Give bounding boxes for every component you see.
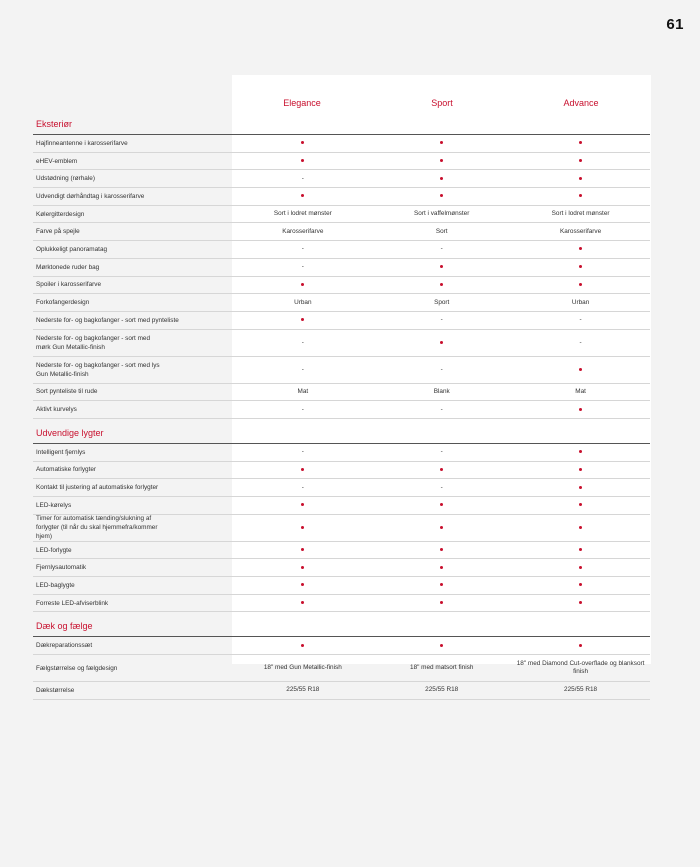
cell-not-available: - [301,365,304,373]
standard-dot-icon [301,141,304,144]
cell-standard [372,524,511,532]
standard-dot-icon [440,644,443,647]
cell-value: 225/55 R18 [425,686,459,694]
cell-standard [233,316,372,324]
table-row [33,655,650,682]
standard-dot-icon [579,141,582,144]
standard-dot-icon [579,159,582,162]
table-row [33,444,650,462]
cell-not-available: - [440,483,443,491]
table-row [33,479,650,497]
standard-dot-icon [301,283,304,286]
standard-dot-icon [579,583,582,586]
cell-not-available: - [301,263,304,271]
cell-value: Karosserifarve [559,227,602,235]
cell-standard [233,581,372,589]
standard-dot-icon [579,503,582,506]
standard-dot-icon [440,341,443,344]
cell-standard [511,564,650,572]
standard-dot-icon [579,450,582,453]
cell-value: 18" med Gun Metallic-finish [263,664,342,672]
standard-dot-icon [440,265,443,268]
standard-dot-icon [301,468,304,471]
row-label: Timer for automatisk tænding/slukning af forlygter (til når du skal hjemmefra/kommer hjem) [36,515,158,541]
standard-dot-icon [579,601,582,604]
row-label: Nederste for- og bagkofanger - sort med mørk Gun Metallic-finish [36,334,151,351]
cell-standard [372,546,511,554]
cell-standard [233,524,372,532]
column-header-sport: Sport [431,98,453,108]
spec-table [33,75,650,700]
cell-standard [372,192,511,200]
standard-dot-icon [440,177,443,180]
standard-dot-icon [579,265,582,268]
cell-value: Mat [575,387,586,395]
cell-standard [372,175,511,183]
cell-not-available: - [579,338,582,346]
cell-value: Urban [294,298,312,306]
cell-not-available: - [301,405,304,413]
standard-dot-icon [301,548,304,551]
cell-standard [511,139,650,147]
standard-dot-icon [440,601,443,604]
standard-dot-icon [579,408,582,411]
table-row [33,577,650,595]
cell-standard [511,157,650,165]
standard-dot-icon [579,468,582,471]
row-label: Kontakt til justering af automatiske forlygter [36,484,159,492]
table-row [33,595,650,613]
cell-standard [233,501,372,509]
cell-value: Mat [297,387,309,395]
standard-dot-icon [579,644,582,647]
table-row [33,357,650,384]
cell-standard [372,339,511,347]
standard-dot-icon [440,194,443,197]
row-label: Oplukkeligt panoramatag [36,245,108,253]
table-row [33,206,650,224]
cell-value: Urban [571,298,590,306]
cell-standard [511,263,650,271]
standard-dot-icon [440,141,443,144]
row-label: Nederste for- og bagkofanger - sort med lys Gun Metallic-finish [36,361,160,378]
cell-value: Sort i lodret mønster [273,210,332,218]
standard-dot-icon [440,468,443,471]
row-label: Fjernlysautomatik [36,564,87,572]
standard-dot-icon [301,601,304,604]
standard-dot-icon [301,644,304,647]
standard-dot-icon [579,526,582,529]
cell-standard [372,466,511,474]
cell-standard [372,581,511,589]
standard-dot-icon [301,194,304,197]
standard-dot-icon [579,194,582,197]
cell-standard [233,546,372,554]
cell-standard [511,406,650,414]
section-title: Udvendige lygter [36,427,104,438]
standard-dot-icon [301,583,304,586]
table-row [33,135,650,153]
cell-standard [233,466,372,474]
cell-standard [511,466,650,474]
cell-value: Sort i lodret mønster [551,210,610,218]
row-label: Sort pynteliste til rude [36,388,98,396]
cell-standard [372,157,511,165]
standard-dot-icon [440,566,443,569]
table-row [33,277,650,295]
cell-standard [372,564,511,572]
cell-standard [372,281,511,289]
cell-not-available: - [440,316,443,324]
standard-dot-icon [440,283,443,286]
cell-not-available: - [440,448,443,456]
cell-standard [372,139,511,147]
cell-standard [372,263,511,271]
cell-not-available: - [301,448,304,456]
cell-standard [372,599,511,607]
row-label: Farve på spejle [36,228,80,236]
table-row [33,294,650,312]
section-title: Dæk og fælge [36,621,93,632]
cell-not-available: - [301,245,304,253]
table-row [33,153,650,171]
row-label: Mørktonede ruder bag [36,263,100,271]
standard-dot-icon [579,548,582,551]
section-header [33,612,650,637]
table-row [33,542,650,560]
row-label: Fælgstørrelse og fælgdesign [36,664,118,672]
cell-standard [511,642,650,650]
cell-value: 225/55 R18 [286,686,320,694]
table-row [33,497,650,515]
cell-standard [511,581,650,589]
cell-standard [233,642,372,650]
row-label: Udvendigt dørhåndtag i karosserifarve [36,192,145,200]
standard-dot-icon [579,283,582,286]
row-label: Udstødning (rørhale) [36,175,95,183]
cell-standard [511,448,650,456]
table-row [33,259,650,277]
row-label: Forreste LED-afviserblink [36,599,109,607]
cell-value: Sort [435,227,448,235]
cell-value: 18" med matsort finish [410,664,474,672]
standard-dot-icon [440,526,443,529]
standard-dot-icon [579,486,582,489]
section-header [33,75,650,135]
standard-dot-icon [440,159,443,162]
section-header [33,419,650,444]
table-row [33,188,650,206]
cell-standard [233,192,372,200]
standard-dot-icon [579,566,582,569]
standard-dot-icon [301,526,304,529]
cell-value: Karosserifarve [282,227,324,235]
row-label: LED-forlygte [36,546,72,554]
standard-dot-icon [440,548,443,551]
row-label: Intelligent fjernlys [36,448,86,456]
cell-not-available: - [440,405,443,413]
table-row [33,682,650,700]
table-row [33,637,650,655]
table-row [33,170,650,188]
cell-value: Blank [433,387,450,395]
cell-value: 18" med Diamond Cut-overflade og blanksort finish [516,660,645,676]
cell-standard [233,281,372,289]
table-row [33,515,650,542]
cell-not-available: - [301,338,304,346]
cell-not-available: - [301,483,304,491]
cell-not-available: - [440,365,443,373]
section-title: Eksteriør [36,119,72,129]
cell-standard [511,281,650,289]
column-header-elegance: Elegance [283,98,321,108]
standard-dot-icon [301,318,304,321]
cell-value: 225/55 R18 [564,686,598,694]
page-number: 61 [666,16,684,33]
row-label: eHEV-emblem [36,157,78,165]
table-row [33,312,650,330]
cell-standard [511,192,650,200]
standard-dot-icon [579,177,582,180]
cell-not-available: - [440,245,443,253]
cell-standard [511,366,650,374]
table-row [33,462,650,480]
standard-dot-icon [440,583,443,586]
standard-dot-icon [301,159,304,162]
cell-standard [233,157,372,165]
cell-standard [372,501,511,509]
cell-standard [511,524,650,532]
cell-standard [511,175,650,183]
row-label: Dækreparationssæt [36,642,93,650]
standard-dot-icon [440,503,443,506]
cell-standard [233,564,372,572]
table-row [33,559,650,577]
cell-standard [511,546,650,554]
cell-not-available: - [301,174,304,182]
row-label: Spoiler i karosserifarve [36,281,101,289]
cell-not-available: - [579,316,582,324]
standard-dot-icon [579,368,582,371]
row-label: Kølergitterdesign [36,210,85,218]
row-label: LED-baglygte [36,581,75,589]
standard-dot-icon [579,247,582,250]
table-row [33,223,650,241]
column-header-advance: Advance [563,98,599,108]
row-label: Hajfinneantenne i karosserifarve [36,139,128,147]
table-row [33,241,650,259]
row-label: LED-kørelys [36,501,72,509]
table-row [33,384,650,402]
cell-standard [511,245,650,253]
cell-value: Sport [434,298,450,306]
table-row [33,401,650,419]
cell-standard [511,599,650,607]
standard-dot-icon [301,566,304,569]
row-label: Nederste for- og bagkofanger - sort med pynteliste [36,316,179,324]
row-label: Automatiske forlygter [36,466,97,474]
table-row [33,330,650,357]
cell-standard [511,501,650,509]
row-label: Aktivt kurvelys [36,406,77,414]
cell-standard [511,484,650,492]
cell-standard [233,139,372,147]
cell-value: Sort i vaffelmønster [414,210,470,218]
row-label: Dækstørrelse [36,686,75,694]
cell-standard [233,599,372,607]
cell-standard [372,642,511,650]
row-label: Forkofangerdesign [36,299,90,307]
standard-dot-icon [301,503,304,506]
